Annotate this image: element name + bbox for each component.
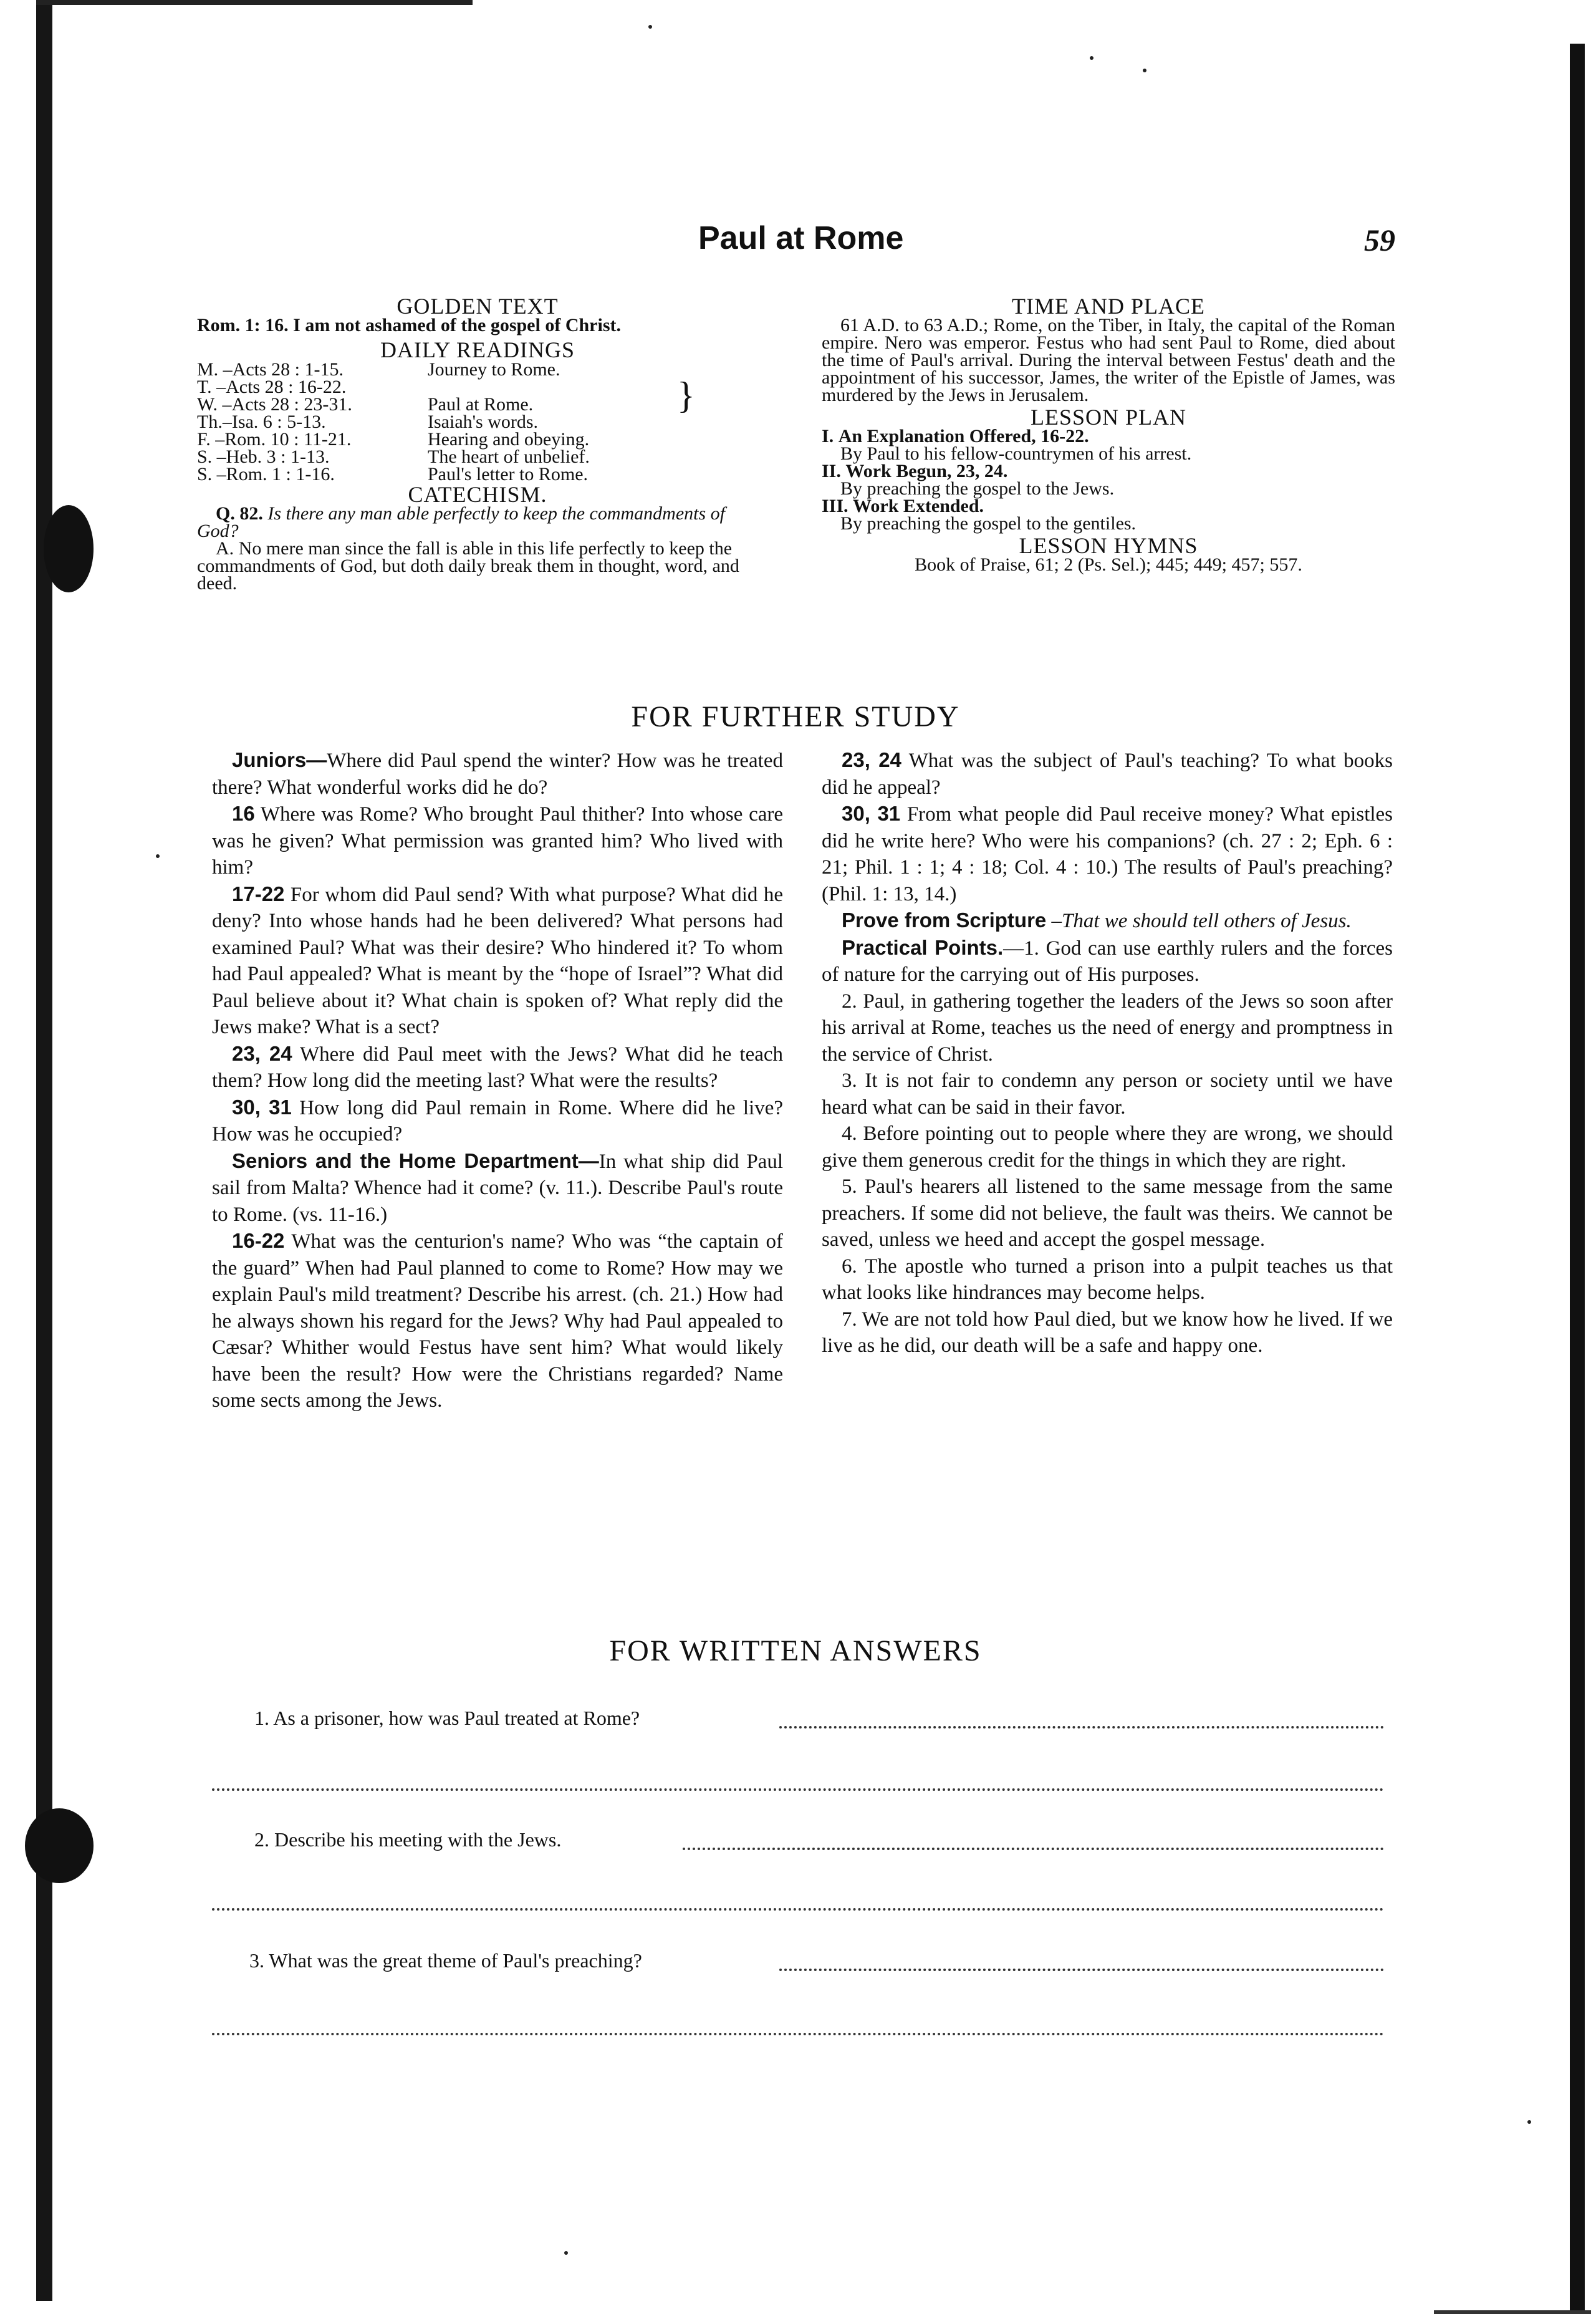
- reading-row: M. –Acts 28 : 1-15. Journey to Rome.: [197, 359, 560, 380]
- golden-text-reference: Rom. 1: 16.: [197, 315, 289, 335]
- practical-point: 3. It is not fair to condemn any person or society until we have heard what can be said in their favor.: [822, 1069, 1393, 1119]
- scan-border-bottom: [1434, 2310, 1591, 2314]
- reading-row: W. –Acts 28 : 23-31. Paul at Rome.: [197, 394, 534, 415]
- golden-text: [197, 317, 758, 334]
- practical-point: 6. The apostle who turned a prison into a pulpit teaches us that what looks like hindrances may become helps.: [822, 1255, 1393, 1304]
- study-question: Seniors and the Home Department—In what ship did Paul sail from Malta? Whence had it come? (v. 11.). Describe Paul's route to Rome. (vs. 11-16.): [212, 1149, 783, 1226]
- reading-row: Th.–Isa. 6 : 5-13. Isaiah's words.: [197, 412, 539, 432]
- practical-point: Practical Points.—1. God can use earthly rulers and the forces of nature for the carrying out of His purposes.: [822, 935, 1393, 986]
- practical-point: 4. Before pointing out to people where they are wrong, we should give them generous credit for the things in which they are right.: [822, 1122, 1393, 1172]
- scan-border-left: [36, 0, 52, 2301]
- practical-point: 2. Paul, in gathering together the leaders of the Jews so soon after his arrival at Rome, teaches us the need of energy and promptness in the service of Christ.: [822, 990, 1393, 1066]
- study-question: Juniors—Where did Paul spend the winter? How was he treated there? What wonderful works did he do?: [212, 748, 783, 799]
- answer-dotted-line: [212, 1908, 1384, 1911]
- study-question: 17-22 For whom did Paul send? With what purpose? What did he deny? Into whose hands had he been delivered? What persons had examined Paul? What was their desire? Who hindered it? To whom had Paul appealed? What is meant by the “hope of Israel”? What did Paul believe about it? What chain is spoken of? What reply did the Jews make? What is a sect?: [212, 882, 783, 1038]
- catechism-question: Q. 82. Is there any man able perfectly to keep the commandments of God?: [197, 503, 726, 541]
- further-study-left-column: [212, 747, 783, 1414]
- speck: [156, 854, 160, 858]
- study-question: 16-22 What was the centurion's name? Who was “the captain of the guard” When had Paul planned to come to Rome? How may we explain Paul's mild treatment? Describe his arrest. (ch. 21.) How had he always shown his regard for the Jews? Why had Paul appealed to Cæsar? Whither would Festus have sent him? What would likely have been the result? How were the Christians regarded? Name some sects among the Jews.: [212, 1229, 784, 1412]
- golden-text-body: I am not ashamed of the gospel of Christ.: [293, 315, 621, 335]
- lesson-hymns-text: Book of Praise, 61; 2 (Ps. Sel.); 445; 449; 457; 557.: [915, 554, 1302, 575]
- speck: [1527, 2120, 1531, 2124]
- study-question: 23, 24 Where did Paul meet with the Jews? What did he teach them? How long did the meeting last? What were the results?: [212, 1041, 784, 1092]
- time-place-text: 61 A.D. to 63 A.D.; Rome, on the Tiber, in Italy, the capital of the Roman empire. Nero was emperor. Festus who had sent Paul to Rome, died about the time of Paul's arrival. During the interval between Festus' death and the appointment of his successor, James, the writer of the Epistle of James, was murdered by the Jews in Jerusalem.: [822, 315, 1395, 405]
- answer-dotted-line: [212, 2033, 1384, 2035]
- speck: [564, 2251, 568, 2255]
- page-title: Paul at Rome: [698, 220, 904, 256]
- answer-dotted-line: [212, 1788, 1384, 1791]
- page-number: 59: [1364, 223, 1395, 258]
- speck: [1143, 69, 1146, 72]
- reading-row: S. –Heb. 3 : 1-13. The heart of unbelief.: [197, 446, 590, 467]
- further-study-right-column: [822, 747, 1393, 1359]
- lesson-plan-item: II. Work Begun, 23, 24.: [822, 461, 1008, 481]
- further-study-heading: FOR FURTHER STUDY: [631, 700, 960, 733]
- prove-from-scripture: Prove from Scripture –That we should tell others of Jesus.: [842, 909, 1352, 932]
- brace-glyph: }: [677, 375, 695, 416]
- lesson-plan-detail: By preaching the gospel to the gentiles.: [840, 513, 1137, 534]
- written-question-3: 3. What was the great theme of Paul's preaching?: [249, 1949, 642, 1972]
- catechism-answer: A. No mere man since the fall is able in this life perfectly to keep the commandments of God, but doth daily break them in thought, word, and deed.: [197, 538, 739, 594]
- reading-row: F. –Rom. 10 : 11-21. Hearing and obeying.: [197, 429, 590, 450]
- time-place-heading: TIME AND PLACE: [1012, 294, 1205, 319]
- scan-border-right: [1570, 44, 1585, 2313]
- reading-row: T. –Acts 28 : 16-22.: [197, 377, 347, 397]
- lesson-plan-heading: LESSON PLAN: [1030, 405, 1187, 430]
- written-question-1: 1. As a prisoner, how was Paul treated at Rome?: [254, 1707, 640, 1729]
- study-question: 16 Where was Rome? Who brought Paul thither? Into whose care was he given? What permission was granted him? Who lived with him?: [212, 802, 783, 879]
- golden-text-heading: GOLDEN TEXT: [397, 294, 559, 319]
- binding-hole-top: [44, 505, 94, 592]
- study-question: 30, 31 From what people did Paul receive money? What epistles did he write here? Who were his companions? (ch. 27 : 2; Eph. 6 : 21; Phil. 1 : 1; 4 : 18; Col. 4 : 10.) The results of Paul's preaching? (Phil. 1: 13, 14.): [822, 802, 1393, 905]
- right-top-column: [822, 294, 1395, 574]
- lesson-plan-item: I. An Explanation Offered, 16-22.: [822, 426, 1089, 446]
- speck: [648, 25, 652, 29]
- left-top-column: [197, 294, 758, 592]
- reading-row: S. –Rom. 1 : 1-16. Paul's letter to Rome.: [197, 464, 589, 485]
- study-question: 30, 31 How long did Paul remain in Rome. Where did he live? How was he occupied?: [212, 1095, 783, 1145]
- written-answers-heading: FOR WRITTEN ANSWERS: [609, 1634, 982, 1667]
- lesson-hymns-heading: LESSON HYMNS: [1019, 533, 1198, 558]
- practical-point: 7. We are not told how Paul died, but we know how he lived. If we live as he did, our death will be a safe and happy one.: [822, 1308, 1393, 1357]
- catechism-heading: CATECHISM.: [408, 482, 547, 507]
- scan-border-top: [36, 0, 473, 5]
- practical-point: 5. Paul's hearers all listened to the same message from the same preachers. If some did not believe, the fault was theirs. We cannot be saved, unless we heed and accept the gospel message.: [822, 1175, 1393, 1251]
- answer-dotted-line: [779, 1726, 1384, 1729]
- answer-dotted-line: [779, 1969, 1384, 1971]
- lesson-plan-item: III. Work Extended.: [822, 496, 984, 516]
- daily-readings-heading: DAILY READINGS: [380, 337, 575, 362]
- daily-readings-list: [197, 360, 758, 483]
- study-question: 23, 24 What was the subject of Paul's teaching? To what books did he appeal?: [822, 748, 1393, 799]
- answer-dotted-line: [683, 1848, 1384, 1850]
- speck: [1090, 56, 1094, 60]
- lesson-plan-detail: By preaching the gospel to the Jews.: [840, 478, 1115, 499]
- binding-hole-bottom: [25, 1808, 94, 1883]
- lesson-plan-detail: By Paul to his fellow-countrymen of his arrest.: [840, 443, 1192, 464]
- lesson-plan-list: [822, 428, 1395, 533]
- written-question-2: 2. Describe his meeting with the Jews.: [254, 1828, 562, 1851]
